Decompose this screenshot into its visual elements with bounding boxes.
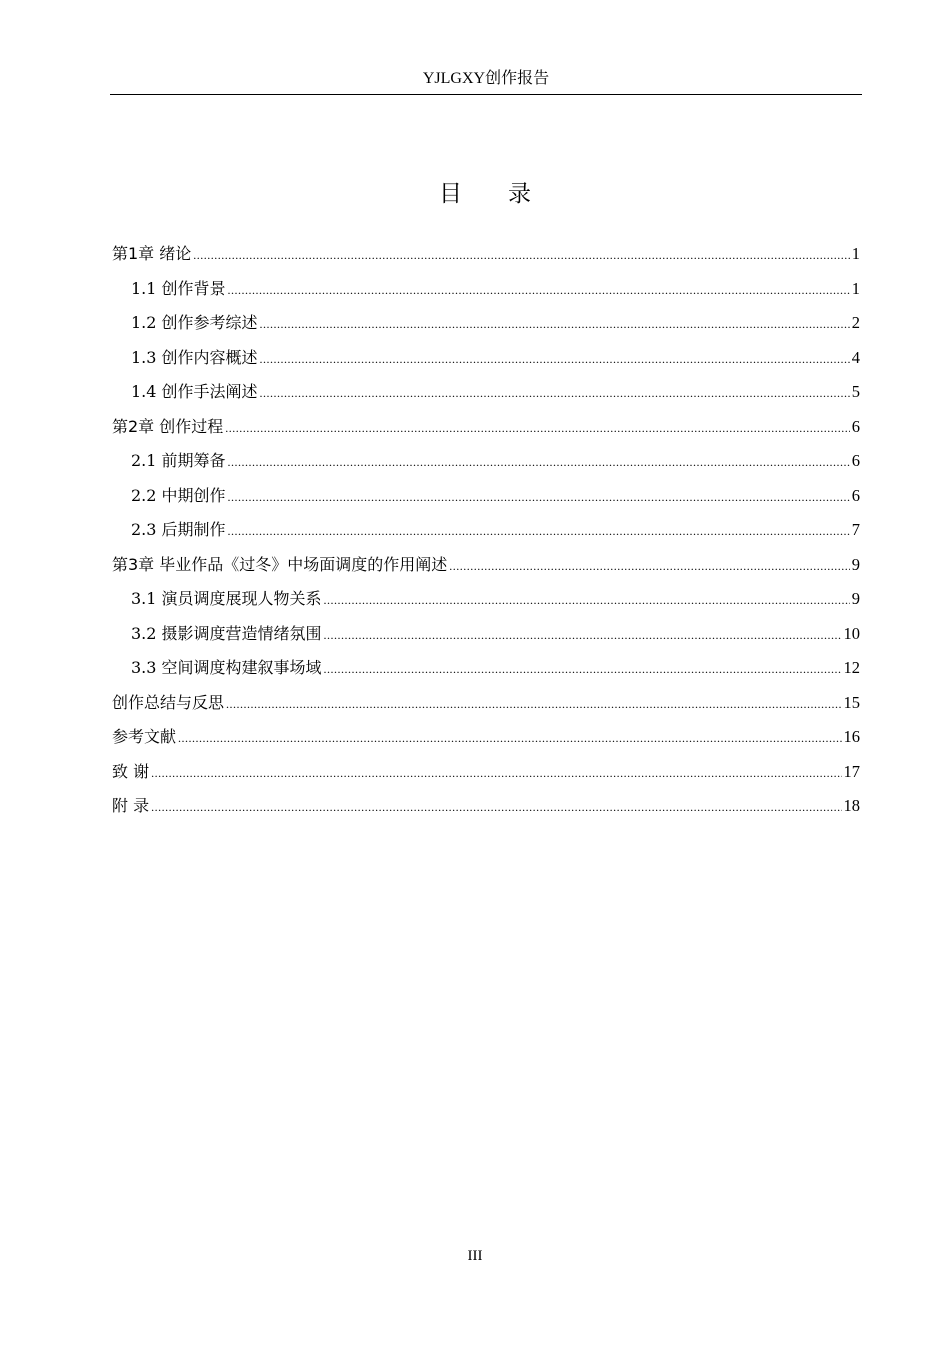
running-header: YJLGXY创作报告 bbox=[422, 70, 550, 87]
toc-entry-label: 1.1 创作背景 bbox=[131, 278, 226, 298]
toc-entry-page: 2 bbox=[851, 313, 860, 332]
dot-leader bbox=[260, 379, 850, 407]
toc-entry-section-3-3[interactable] bbox=[112, 654, 860, 689]
dot-leader bbox=[260, 310, 850, 338]
toc-entry-section-1-4[interactable] bbox=[112, 378, 860, 413]
toc-entry-page: 1 bbox=[851, 244, 860, 263]
dot-leader bbox=[228, 276, 850, 304]
toc-entry-appendix[interactable] bbox=[112, 792, 860, 827]
dot-leader bbox=[228, 483, 850, 511]
toc-entry-page: 18 bbox=[843, 796, 860, 815]
toc-entry-page: 10 bbox=[843, 623, 860, 643]
dot-leader bbox=[324, 621, 842, 649]
toc-entry-label: 3.1 演员调度展现人物关系 bbox=[131, 589, 322, 608]
toc-entry-section-2-3[interactable] bbox=[112, 516, 860, 551]
toc-entry-label: 致 谢 bbox=[112, 761, 150, 781]
dot-leader bbox=[193, 241, 849, 269]
toc-title-right: 录 bbox=[508, 181, 533, 207]
toc-entry-page: 9 bbox=[851, 554, 860, 574]
toc-entry-label: 3.3 空间调度构建叙事场域 bbox=[131, 658, 322, 677]
toc-entry-page: 15 bbox=[843, 692, 860, 712]
toc-entry-label: 第1章 绪论 bbox=[112, 244, 192, 263]
dot-leader bbox=[225, 414, 849, 442]
toc-entry-label: 3.2 摄影调度营造情绪氛围 bbox=[131, 623, 322, 643]
toc-entry-page: 1 bbox=[851, 278, 860, 298]
dot-leader bbox=[324, 586, 850, 614]
toc-entry-section-1-2[interactable] bbox=[112, 309, 860, 344]
header-rule bbox=[110, 94, 862, 95]
dot-leader bbox=[228, 517, 850, 545]
toc-entry-label: 创作总结与反思 bbox=[112, 692, 225, 712]
toc-entry-section-3-2[interactable] bbox=[112, 620, 860, 655]
dot-leader bbox=[324, 655, 842, 683]
toc-entry-label: 2.1 前期筹备 bbox=[131, 451, 226, 470]
toc-entry-summary[interactable] bbox=[112, 689, 860, 724]
dot-leader bbox=[151, 759, 841, 787]
dot-leader bbox=[228, 448, 850, 476]
toc-entry-page: 7 bbox=[851, 520, 860, 539]
toc-entry-label: 第3章 毕业作品《过冬》中场面调度的作用阐述 bbox=[112, 554, 448, 574]
toc-entry-label: 1.3 创作内容概述 bbox=[131, 347, 258, 367]
toc-entry-page: 6 bbox=[851, 416, 860, 436]
toc-entry-page: 4 bbox=[851, 347, 860, 367]
toc-title-left: 目 bbox=[439, 181, 464, 207]
toc-entry-section-2-2[interactable] bbox=[112, 482, 860, 517]
toc-entry-acknowledgements[interactable] bbox=[112, 758, 860, 793]
toc-entry-label: 1.4 创作手法阐述 bbox=[131, 382, 258, 401]
dot-leader bbox=[260, 345, 850, 373]
toc-entry-label: 1.2 创作参考综述 bbox=[131, 313, 258, 332]
dot-leader bbox=[151, 793, 841, 821]
toc-entry-section-1-1[interactable] bbox=[112, 275, 860, 310]
dot-leader bbox=[449, 552, 849, 580]
toc-entry-label: 第2章 创作过程 bbox=[112, 416, 224, 436]
toc-entry-page: 6 bbox=[851, 485, 860, 505]
toc-entry-page: 17 bbox=[843, 761, 860, 781]
toc-entry-page: 12 bbox=[843, 658, 860, 677]
toc-entry-chapter-2[interactable] bbox=[112, 413, 860, 448]
toc-entry-label: 附 录 bbox=[112, 796, 150, 815]
toc-entry-page: 9 bbox=[851, 589, 860, 608]
toc-entry-label: 2.2 中期创作 bbox=[131, 485, 226, 505]
toc-entry-label: 参考文献 bbox=[112, 727, 177, 746]
toc-entry-section-3-1[interactable] bbox=[112, 585, 860, 620]
page-number: III bbox=[467, 1248, 483, 1264]
toc-entry-chapter-3[interactable] bbox=[112, 551, 860, 586]
toc-entry-section-1-3[interactable] bbox=[112, 344, 860, 379]
toc-entry-label: 2.3 后期制作 bbox=[131, 520, 226, 539]
table-of-contents bbox=[112, 240, 860, 827]
toc-entry-page: 6 bbox=[851, 451, 860, 470]
toc-title bbox=[110, 178, 862, 210]
dot-leader bbox=[178, 724, 841, 752]
toc-entry-page: 5 bbox=[851, 382, 860, 401]
toc-entry-chapter-1[interactable] bbox=[112, 240, 860, 275]
toc-entry-section-2-1[interactable] bbox=[112, 447, 860, 482]
toc-entry-references[interactable] bbox=[112, 723, 860, 758]
dot-leader bbox=[226, 690, 841, 718]
toc-entry-page: 16 bbox=[843, 727, 860, 746]
